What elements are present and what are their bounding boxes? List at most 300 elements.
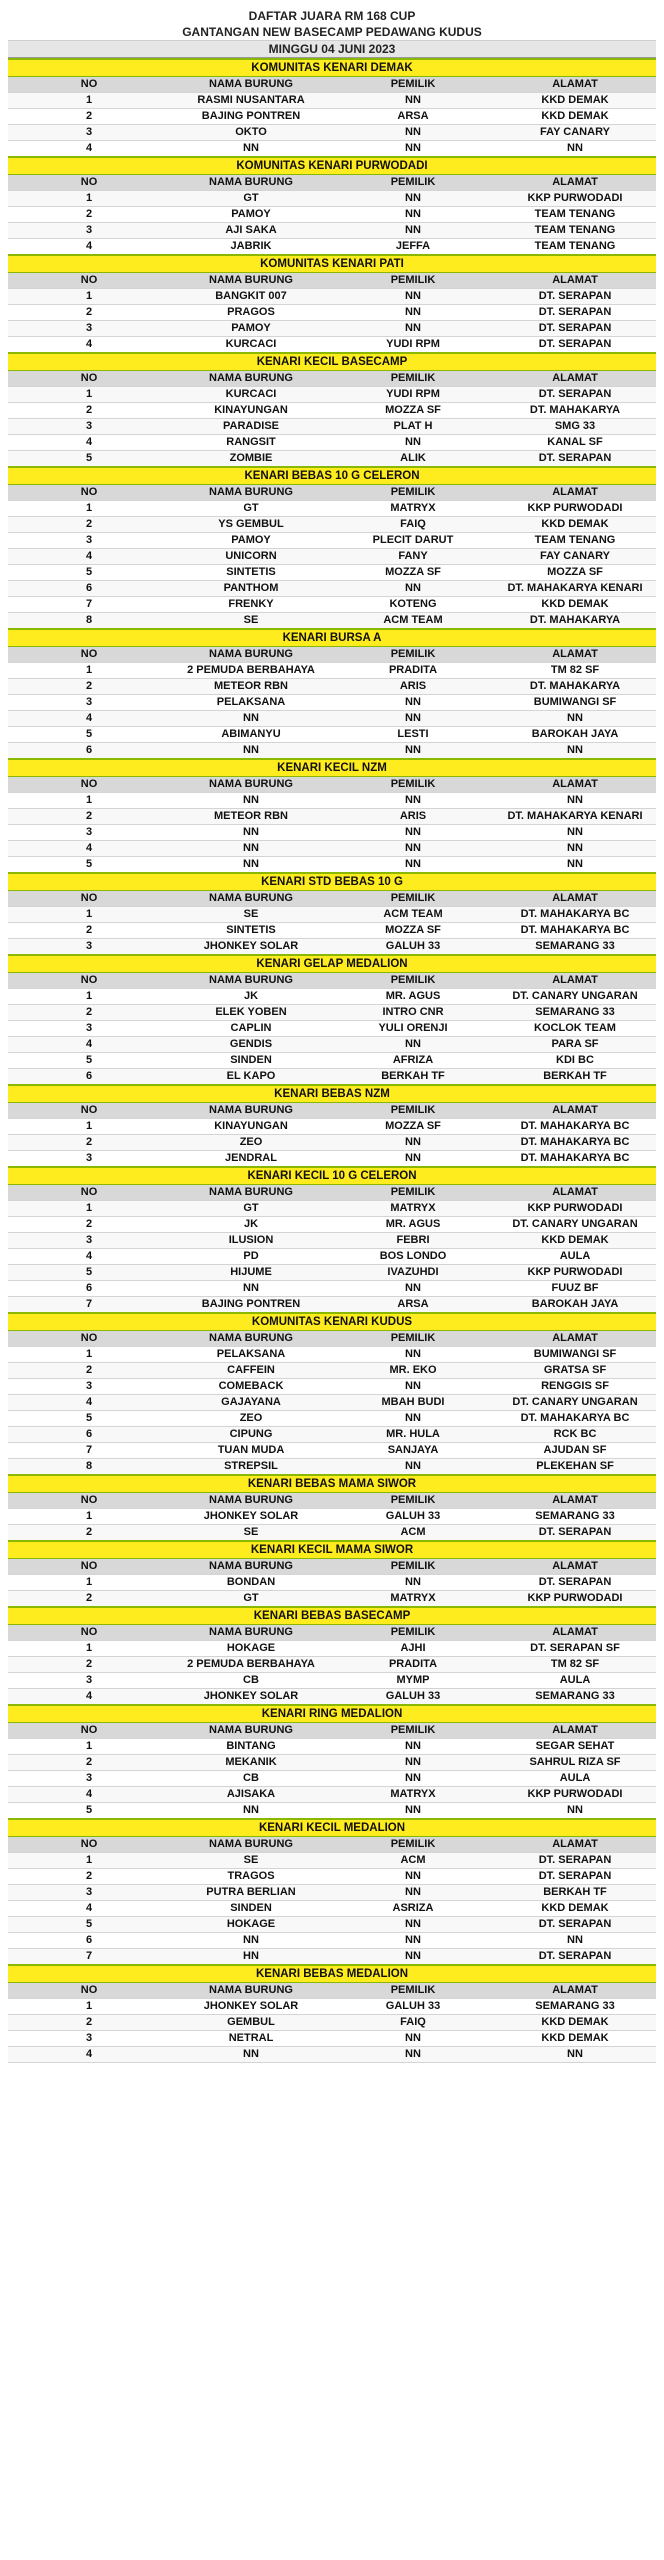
col-owner-cell: MR. HULA — [332, 1427, 494, 1443]
table-row — [8, 1755, 656, 1771]
col-owner-cell: NN — [332, 207, 494, 223]
col-bird-name-cell: ZEO — [170, 1411, 332, 1427]
section-title-row — [8, 873, 656, 891]
col-bird-name-cell: JENDRAL — [170, 1151, 332, 1168]
table-row — [8, 923, 656, 939]
col-no-cell: 1 — [8, 1641, 170, 1657]
col-owner-cell: PLECIT DARUT — [332, 533, 494, 549]
col-no-cell: 2 — [8, 517, 170, 533]
col-no-cell: 3 — [8, 825, 170, 841]
col-no-cell: 4 — [8, 1901, 170, 1917]
col-address-cell: KKD DEMAK — [494, 1901, 656, 1917]
table-row — [8, 1217, 656, 1233]
col-owner-cell: FEBRI — [332, 1233, 494, 1249]
col-no-header: NO — [8, 1185, 170, 1201]
col-address-cell: SEMARANG 33 — [494, 1999, 656, 2015]
col-no-cell: 4 — [8, 1249, 170, 1265]
col-address-cell: PLEKEHAN SF — [494, 1459, 656, 1476]
col-address-cell: FAY CANARY — [494, 549, 656, 565]
header-line-2: GANTANGAN NEW BASECAMP PEDAWANG KUDUS — [182, 25, 482, 39]
col-address-header: ALAMAT — [494, 273, 656, 289]
col-bird-name-cell: BAJING PONTREN — [170, 109, 332, 125]
table-row — [8, 109, 656, 125]
col-owner-header: PEMILIK — [332, 1103, 494, 1119]
col-address-cell: DT. SERAPAN — [494, 1869, 656, 1885]
col-owner-cell: NN — [332, 841, 494, 857]
col-address-cell: NN — [494, 1933, 656, 1949]
table-row — [8, 1151, 656, 1168]
col-address-cell: KKD DEMAK — [494, 2031, 656, 2047]
col-owner-cell: ALIK — [332, 451, 494, 468]
col-bird-name-header: NAMA BURUNG — [170, 1103, 332, 1119]
col-no-header: NO — [8, 1559, 170, 1575]
col-owner-cell: NN — [332, 825, 494, 841]
col-bird-name-cell: ELEK YOBEN — [170, 1005, 332, 1021]
table-row — [8, 1689, 656, 1706]
col-bird-name-cell: TRAGOS — [170, 1869, 332, 1885]
col-no-cell: 3 — [8, 419, 170, 435]
col-address-cell: NN — [494, 141, 656, 158]
col-bird-name-header: NAMA BURUNG — [170, 1331, 332, 1347]
section-title: KENARI BEBAS 10 G CELERON — [8, 467, 656, 485]
table-row — [8, 1005, 656, 1021]
section-title-row — [8, 629, 656, 647]
col-address-cell: SMG 33 — [494, 419, 656, 435]
table-row — [8, 1917, 656, 1933]
col-owner-cell: NN — [332, 1755, 494, 1771]
col-address-cell: TEAM TENANG — [494, 207, 656, 223]
col-no-cell: 3 — [8, 2031, 170, 2047]
col-no-cell: 5 — [8, 857, 170, 874]
col-no-header: NO — [8, 1103, 170, 1119]
col-no-cell: 3 — [8, 1233, 170, 1249]
col-owner-cell: GALUH 33 — [332, 1689, 494, 1706]
col-bird-name-cell: PRAGOS — [170, 305, 332, 321]
column-header-row — [8, 973, 656, 989]
col-address-cell: KDI BC — [494, 1053, 656, 1069]
section-title: KENARI RING MEDALION — [8, 1705, 656, 1723]
col-bird-name-cell: CAFFEIN — [170, 1363, 332, 1379]
col-address-cell: GRATSA SF — [494, 1363, 656, 1379]
col-owner-header: PEMILIK — [332, 175, 494, 191]
column-header-row — [8, 1331, 656, 1347]
col-bird-name-cell: BINTANG — [170, 1739, 332, 1755]
col-address-cell: AULA — [494, 1771, 656, 1787]
col-owner-cell: NN — [332, 1771, 494, 1787]
col-bird-name-cell: ZEO — [170, 1135, 332, 1151]
col-address-header: ALAMAT — [494, 777, 656, 793]
col-no-cell: 1 — [8, 93, 170, 109]
col-bird-name-header: NAMA BURUNG — [170, 77, 332, 93]
col-address-header: ALAMAT — [494, 891, 656, 907]
col-no-cell: 2 — [8, 923, 170, 939]
col-owner-cell: KOTENG — [332, 597, 494, 613]
col-bird-name-cell: HN — [170, 1949, 332, 1966]
col-owner-cell: NN — [332, 2047, 494, 2063]
table-row — [8, 1363, 656, 1379]
col-no-cell: 4 — [8, 1787, 170, 1803]
col-bird-name-header: NAMA BURUNG — [170, 1625, 332, 1641]
col-address-cell: DT. MAHAKARYA — [494, 403, 656, 419]
section-title: KOMUNITAS KENARI PURWODADI — [8, 157, 656, 175]
column-header-row — [8, 891, 656, 907]
col-no-cell: 3 — [8, 1021, 170, 1037]
table-row — [8, 125, 656, 141]
col-address-cell: KKD DEMAK — [494, 517, 656, 533]
col-address-cell: DT. MAHAKARYA BC — [494, 1135, 656, 1151]
table-row — [8, 1249, 656, 1265]
table-row — [8, 289, 656, 305]
col-bird-name-header: NAMA BURUNG — [170, 485, 332, 501]
table-row — [8, 565, 656, 581]
col-bird-name-cell: FRENKY — [170, 597, 332, 613]
col-owner-cell: NN — [332, 289, 494, 305]
col-address-cell: FAY CANARY — [494, 125, 656, 141]
col-no-cell: 3 — [8, 1771, 170, 1787]
column-header-row — [8, 485, 656, 501]
col-address-cell: DT. CANARY UNGARAN — [494, 1395, 656, 1411]
col-no-cell: 3 — [8, 1673, 170, 1689]
col-bird-name-cell: JHONKEY SOLAR — [170, 1509, 332, 1525]
col-address-cell: NN — [494, 743, 656, 760]
col-no-cell: 2 — [8, 679, 170, 695]
col-owner-cell: JEFFA — [332, 239, 494, 256]
table-row — [8, 93, 656, 109]
table-row — [8, 517, 656, 533]
col-owner-cell: ARSA — [332, 109, 494, 125]
column-header-row — [8, 1103, 656, 1119]
col-no-cell: 2 — [8, 1591, 170, 1608]
col-bird-name-cell: NN — [170, 1803, 332, 1820]
col-no-cell: 1 — [8, 907, 170, 923]
table-row — [8, 1395, 656, 1411]
col-address-cell: DT. MAHAKARYA BC — [494, 1411, 656, 1427]
col-no-cell: 7 — [8, 1297, 170, 1314]
col-address-cell: RENGGIS SF — [494, 1379, 656, 1395]
col-owner-cell: NN — [332, 2031, 494, 2047]
col-owner-cell: NN — [332, 321, 494, 337]
col-bird-name-cell: SE — [170, 1525, 332, 1542]
col-address-header: ALAMAT — [494, 1559, 656, 1575]
section-title: KENARI BEBAS MAMA SIWOR — [8, 1475, 656, 1493]
col-address-cell: NN — [494, 857, 656, 874]
col-owner-cell: ACM — [332, 1853, 494, 1869]
col-address-cell: TEAM TENANG — [494, 239, 656, 256]
col-address-cell: NN — [494, 825, 656, 841]
section-title: KENARI GELAP MEDALION — [8, 955, 656, 973]
col-address-cell: DT. SERAPAN — [494, 1917, 656, 1933]
col-owner-cell: NN — [332, 1347, 494, 1363]
col-no-cell: 2 — [8, 809, 170, 825]
table-row — [8, 1771, 656, 1787]
col-bird-name-cell: JABRIK — [170, 239, 332, 256]
table-row — [8, 1281, 656, 1297]
col-bird-name-cell: GEMBUL — [170, 2015, 332, 2031]
col-bird-name-cell: KINAYUNGAN — [170, 403, 332, 419]
col-owner-header: PEMILIK — [332, 1837, 494, 1853]
col-owner-cell: SANJAYA — [332, 1443, 494, 1459]
col-owner-cell: PLAT H — [332, 419, 494, 435]
col-owner-cell: NN — [332, 141, 494, 158]
col-owner-header: PEMILIK — [332, 1331, 494, 1347]
col-owner-cell: FANY — [332, 549, 494, 565]
col-bird-name-cell: HOKAGE — [170, 1917, 332, 1933]
col-no-header: NO — [8, 1331, 170, 1347]
col-address-cell: DT. MAHAKARYA — [494, 679, 656, 695]
col-owner-cell: FAIQ — [332, 2015, 494, 2031]
table-row — [8, 305, 656, 321]
col-owner-cell: NN — [332, 1917, 494, 1933]
table-row — [8, 1233, 656, 1249]
col-no-cell: 3 — [8, 1379, 170, 1395]
col-owner-cell: GALUH 33 — [332, 1509, 494, 1525]
col-no-cell: 7 — [8, 1949, 170, 1966]
col-bird-name-cell: TUAN MUDA — [170, 1443, 332, 1459]
col-no-cell: 2 — [8, 109, 170, 125]
col-no-header: NO — [8, 1625, 170, 1641]
col-address-cell: AJUDAN SF — [494, 1443, 656, 1459]
col-owner-cell: NN — [332, 1151, 494, 1168]
col-owner-cell: NN — [332, 1739, 494, 1755]
col-owner-cell: NN — [332, 1933, 494, 1949]
col-no-cell: 2 — [8, 2015, 170, 2031]
col-bird-name-cell: JHONKEY SOLAR — [170, 1689, 332, 1706]
col-bird-name-cell: CIPUNG — [170, 1427, 332, 1443]
col-address-cell: DT. MAHAKARYA — [494, 613, 656, 630]
col-bird-name-cell: CB — [170, 1771, 332, 1787]
col-owner-cell: NN — [332, 223, 494, 239]
col-bird-name-cell: JK — [170, 989, 332, 1005]
col-address-cell: KKP PURWODADI — [494, 191, 656, 207]
header-line-1: DAFTAR JUARA RM 168 CUP — [248, 9, 416, 23]
header-line-3: MINGGU 04 JUNI 2023 — [8, 40, 656, 58]
col-bird-name-header: NAMA BURUNG — [170, 777, 332, 793]
col-bird-name-header: NAMA BURUNG — [170, 973, 332, 989]
results-sheet — [8, 8, 656, 2063]
col-owner-cell: NN — [332, 581, 494, 597]
col-address-header: ALAMAT — [494, 1185, 656, 1201]
col-address-cell: MOZZA SF — [494, 565, 656, 581]
section-title: KENARI BEBAS BASECAMP — [8, 1607, 656, 1625]
col-address-cell: BAROKAH JAYA — [494, 727, 656, 743]
col-no-header: NO — [8, 485, 170, 501]
col-address-cell: DT. SERAPAN — [494, 1853, 656, 1869]
col-no-cell: 2 — [8, 1135, 170, 1151]
col-owner-cell: MATRYX — [332, 1787, 494, 1803]
col-address-header: ALAMAT — [494, 973, 656, 989]
table-row — [8, 1591, 656, 1608]
col-no-cell: 5 — [8, 565, 170, 581]
col-bird-name-cell: ILUSION — [170, 1233, 332, 1249]
column-header-row — [8, 1837, 656, 1853]
col-address-cell: SEGAR SEHAT — [494, 1739, 656, 1755]
col-bird-name-cell: GT — [170, 1591, 332, 1608]
col-bird-name-cell: RASMI NUSANTARA — [170, 93, 332, 109]
col-bird-name-cell: METEOR RBN — [170, 809, 332, 825]
col-address-cell: DT. SERAPAN — [494, 1949, 656, 1966]
col-bird-name-cell: GAJAYANA — [170, 1395, 332, 1411]
col-no-cell: 5 — [8, 1411, 170, 1427]
col-address-header: ALAMAT — [494, 1103, 656, 1119]
col-no-cell: 3 — [8, 125, 170, 141]
column-header-row — [8, 175, 656, 191]
document-header — [8, 8, 656, 58]
col-address-cell: BAROKAH JAYA — [494, 1297, 656, 1314]
col-bird-name-cell: SINDEN — [170, 1053, 332, 1069]
section-title: KENARI BEBAS MEDALION — [8, 1965, 656, 1983]
col-address-cell: NN — [494, 1803, 656, 1820]
col-bird-name-cell: AJISAKA — [170, 1787, 332, 1803]
table-row — [8, 1739, 656, 1755]
col-bird-name-cell: CB — [170, 1673, 332, 1689]
col-owner-cell: ARSA — [332, 1297, 494, 1314]
col-no-cell: 3 — [8, 939, 170, 956]
col-no-cell: 2 — [8, 1525, 170, 1542]
col-no-cell: 5 — [8, 727, 170, 743]
col-address-cell: NN — [494, 793, 656, 809]
col-no-cell: 6 — [8, 1933, 170, 1949]
table-row — [8, 435, 656, 451]
section-title-row — [8, 1541, 656, 1559]
col-no-cell: 2 — [8, 1363, 170, 1379]
col-no-cell: 2 — [8, 305, 170, 321]
col-owner-cell: MOZZA SF — [332, 565, 494, 581]
table-row — [8, 1037, 656, 1053]
col-bird-name-cell: NETRAL — [170, 2031, 332, 2047]
col-owner-cell: YUDI RPM — [332, 337, 494, 354]
table-row — [8, 387, 656, 403]
col-owner-cell: ARIS — [332, 679, 494, 695]
col-address-cell: KKP PURWODADI — [494, 1201, 656, 1217]
col-address-header: ALAMAT — [494, 175, 656, 191]
col-owner-cell: NN — [332, 1459, 494, 1476]
col-no-cell: 3 — [8, 223, 170, 239]
table-row — [8, 695, 656, 711]
col-address-cell: DT. SERAPAN — [494, 321, 656, 337]
col-bird-name-header: NAMA BURUNG — [170, 273, 332, 289]
col-no-cell: 6 — [8, 1281, 170, 1297]
col-address-cell: KANAL SF — [494, 435, 656, 451]
table-row — [8, 1885, 656, 1901]
col-no-cell: 1 — [8, 387, 170, 403]
col-no-cell: 4 — [8, 1395, 170, 1411]
col-address-cell: TEAM TENANG — [494, 223, 656, 239]
col-address-cell: AULA — [494, 1673, 656, 1689]
col-owner-cell: MR. EKO — [332, 1363, 494, 1379]
col-no-cell: 1 — [8, 1201, 170, 1217]
col-address-header: ALAMAT — [494, 1983, 656, 1999]
col-owner-header: PEMILIK — [332, 777, 494, 793]
section-title-row — [8, 1085, 656, 1103]
col-no-header: NO — [8, 973, 170, 989]
section-title: KENARI KECIL 10 G CELERON — [8, 1167, 656, 1185]
col-owner-cell: NN — [332, 793, 494, 809]
col-address-cell: DT. MAHAKARYA BC — [494, 907, 656, 923]
col-owner-cell: NN — [332, 743, 494, 760]
col-owner-cell: NN — [332, 1037, 494, 1053]
col-bird-name-cell: PAMOY — [170, 533, 332, 549]
section-title: KENARI KECIL BASECAMP — [8, 353, 656, 371]
col-bird-name-cell: AJI SAKA — [170, 223, 332, 239]
col-bird-name-cell: SE — [170, 907, 332, 923]
col-no-cell: 7 — [8, 597, 170, 613]
col-bird-name-header: NAMA BURUNG — [170, 1837, 332, 1853]
col-no-cell: 1 — [8, 989, 170, 1005]
col-no-header: NO — [8, 371, 170, 387]
section-title-row — [8, 759, 656, 777]
col-bird-name-cell: 2 PEMUDA BERBAHAYA — [170, 663, 332, 679]
col-bird-name-cell: ABIMANYU — [170, 727, 332, 743]
col-bird-name-cell: SINDEN — [170, 1901, 332, 1917]
section-title-row — [8, 467, 656, 485]
section-title: KENARI BEBAS NZM — [8, 1085, 656, 1103]
col-no-cell: 1 — [8, 1853, 170, 1869]
col-no-cell: 4 — [8, 711, 170, 727]
section-title-row — [8, 1965, 656, 1983]
col-owner-cell: NN — [332, 1379, 494, 1395]
col-owner-cell: BERKAH TF — [332, 1069, 494, 1086]
col-address-cell: DT. MAHAKARYA BC — [494, 923, 656, 939]
col-bird-name-cell: NN — [170, 2047, 332, 2063]
table-row — [8, 337, 656, 354]
table-row — [8, 403, 656, 419]
table-row — [8, 451, 656, 468]
col-bird-name-header: NAMA BURUNG — [170, 1983, 332, 1999]
col-no-cell: 4 — [8, 841, 170, 857]
col-address-cell: KKP PURWODADI — [494, 1265, 656, 1281]
col-no-cell: 2 — [8, 403, 170, 419]
col-address-cell: TM 82 SF — [494, 663, 656, 679]
table-row — [8, 1347, 656, 1363]
col-bird-name-cell: ZOMBIE — [170, 451, 332, 468]
table-row — [8, 1525, 656, 1542]
section-title-row — [8, 59, 656, 77]
col-owner-header: PEMILIK — [332, 1493, 494, 1509]
col-no-header: NO — [8, 1493, 170, 1509]
col-owner-cell: GALUH 33 — [332, 1999, 494, 2015]
col-address-cell: KOCLOK TEAM — [494, 1021, 656, 1037]
table-row — [8, 1379, 656, 1395]
table-row — [8, 679, 656, 695]
col-bird-name-cell: PUTRA BERLIAN — [170, 1885, 332, 1901]
table-row — [8, 1119, 656, 1135]
col-no-cell: 1 — [8, 663, 170, 679]
column-header-row — [8, 1983, 656, 1999]
table-row — [8, 501, 656, 517]
table-row — [8, 141, 656, 158]
col-owner-cell: PRADITA — [332, 663, 494, 679]
col-owner-cell: NN — [332, 1135, 494, 1151]
col-no-cell: 1 — [8, 289, 170, 305]
col-address-header: ALAMAT — [494, 371, 656, 387]
col-bird-name-cell: HIJUME — [170, 1265, 332, 1281]
col-owner-cell: NN — [332, 1949, 494, 1966]
col-owner-cell: NN — [332, 191, 494, 207]
section-title: KENARI KECIL MAMA SIWOR — [8, 1541, 656, 1559]
col-no-header: NO — [8, 647, 170, 663]
col-no-cell: 1 — [8, 1347, 170, 1363]
table-row — [8, 793, 656, 809]
col-address-cell: SAHRUL RIZA SF — [494, 1755, 656, 1771]
col-address-cell: DT. CANARY UNGARAN — [494, 1217, 656, 1233]
table-row — [8, 1869, 656, 1885]
section-title-row — [8, 1313, 656, 1331]
table-row — [8, 1673, 656, 1689]
section-title: KOMUNITAS KENARI KUDUS — [8, 1313, 656, 1331]
col-no-header: NO — [8, 175, 170, 191]
col-bird-name-cell: SE — [170, 1853, 332, 1869]
col-bird-name-cell: PELAKSANA — [170, 695, 332, 711]
